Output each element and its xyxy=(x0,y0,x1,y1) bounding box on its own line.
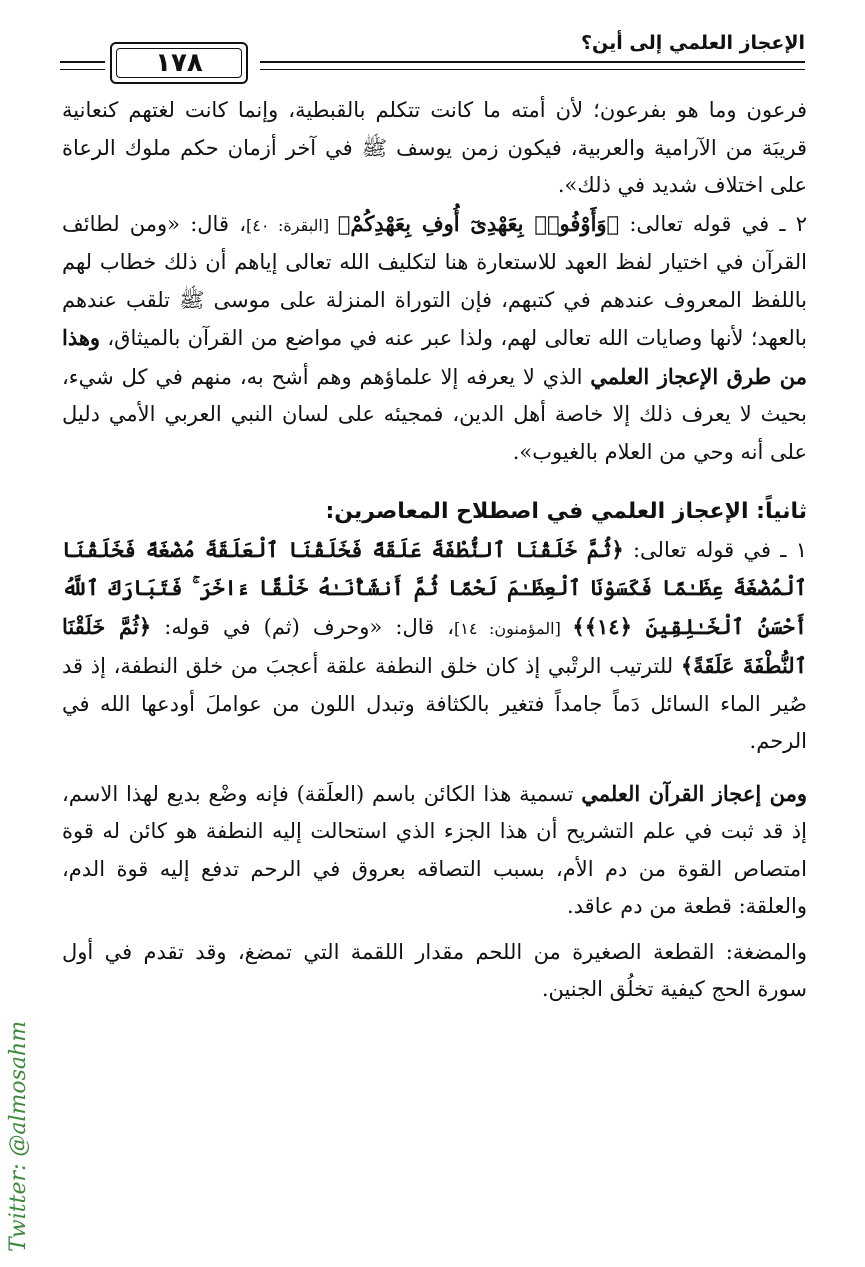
paragraph-gap xyxy=(62,761,807,775)
page-header xyxy=(60,30,805,78)
paragraph-2-text: ، قال: «ومن لطائف القرآن في اختيار لفظ العهد للاستعارة هنا لتكليف الله تعالى إياهم أن ذلك خطاب لهم باللفظ المعروف عندهم في كتبهم، فإن التوراة المنزلة على موسى ﷺ تلقب عندهم بالعهد؛ لأنها وصايات الله تعالى لهم، ولذا عبر عنه في مواضع من القرآن بالميثاق، xyxy=(62,211,807,350)
verse-reference: [البقرة: ٤٠] xyxy=(245,215,338,235)
page-number: ١٧٨ xyxy=(155,48,203,78)
page-body xyxy=(62,92,807,1009)
verse-reference-2: [المؤمنون: ١٤] xyxy=(454,618,573,638)
header-rule xyxy=(260,61,805,70)
paragraph-3-text: ، قال: «وحرف (ثم) في قوله: xyxy=(151,614,455,639)
header-rule-left xyxy=(60,61,105,70)
paragraph-4-emphasis: ومن إعجاز القرآن العلمي xyxy=(581,780,807,806)
page-number-box xyxy=(110,42,248,84)
paragraph-4 xyxy=(62,775,807,926)
paragraph-4-text: تسمية هذا الكائن باسم (العلَقة) فإنه وضْع بديع لهذا الاسم، إذ قد ثبت في علم التشريح أن هذا الجزء الذي استحالت إليه النطفة هو كائن له قوة امتصاص القوة من دم الأم، بسبب التصاقه بعروق في الرحم تدفع إليه قوة الدم، والعلقة: قطعة من دم عاقد. xyxy=(62,781,807,918)
quran-verse: ﴿وَأَوْفُوا۟ بِعَهْدِىٓ أُوفِ بِعَهْدِكُمْ﴾ xyxy=(337,210,620,236)
paragraph-2 xyxy=(62,205,807,472)
section-gap xyxy=(62,471,807,493)
section-heading: ثانياً: الإعجاز العلمي في اصطلاح المعاصرين: xyxy=(325,499,807,524)
paragraph-gap-2 xyxy=(62,926,807,934)
paragraph-2-emphasis: وهذا من طرق الإعجاز العلمي xyxy=(62,325,807,389)
paragraph-3 xyxy=(62,531,807,761)
twitter-watermark: Twitter: @almosahm xyxy=(6,1020,31,1252)
paragraph-2-text-end: الذي لا يعرفه إلا علماؤهم وهم أشح به، منهم في كل شيء، بحيث لا يعرف ذلك إلا خاصة أهل الدين، فمجيئه على لسان النبي العربي الأمي دليل على أنه وحي من العلام بالغيوب». xyxy=(62,364,807,464)
paragraph-3-intro: ١ ـ في قوله تعالى: xyxy=(623,537,807,562)
quran-verse-long: ﴿ثُمَّ خَلَقْنَا ٱلنُّطْفَةَ عَلَقَةً فَخَلَقْنَا ٱلْعَلَقَةَ مُضْغَةً فَخَلَقْنَا ٱلْمُضْغَةَ عِظَـٰمًا فَكَسَوْنَا ٱلْعِظَـٰمَ لَحْمًا ثُمَّ أَنشَأْنَـٰهُ خَلْقًا ءَاخَرَ ۚ فَتَبَارَكَ ٱللَّهُ أَحْسَنُ ٱلْخَـٰلِقِينَ ﴿١٤﴾﴾ xyxy=(62,536,808,639)
paragraph-2-intro: ٢ ـ في قوله تعالى: xyxy=(619,211,808,236)
paragraph-3-text-end: للترتيب الرتْبي إذ كان خلق النطفة علقة أعجبَ من خلق النطفة، إذ قد صُير الماء السائل دَماً جامداً فتغير بالكثافة وتبدل اللون من عواملَ أودعها الله في الرحم. xyxy=(62,654,807,753)
quran-verse-short: ﴿ثُمَّ خَلَقْنَا ٱلنُّطْفَةَ عَلَقَةً﴾ xyxy=(62,613,807,678)
paragraph-1: فرعون وما هو بفرعون؛ لأن أمته ما كانت تتكلم بالقبطية، وإنما كانت لغتهم كنعانية قريبَة من الآرامية والعربية، فيكون زمن يوسف ﷺ في آخر أزمان حكم ملوك الرعاة على اختلاف شديد في ذلك». xyxy=(62,98,807,197)
paragraph-5: والمضغة: القطعة الصغيرة من اللحم مقدار اللقمة التي تمضغ، وقد تقدم في أول سورة الحج كيفية تخلُق الجنين. xyxy=(62,939,807,1001)
running-title: الإعجاز العلمي إلى أين؟ xyxy=(581,32,805,54)
